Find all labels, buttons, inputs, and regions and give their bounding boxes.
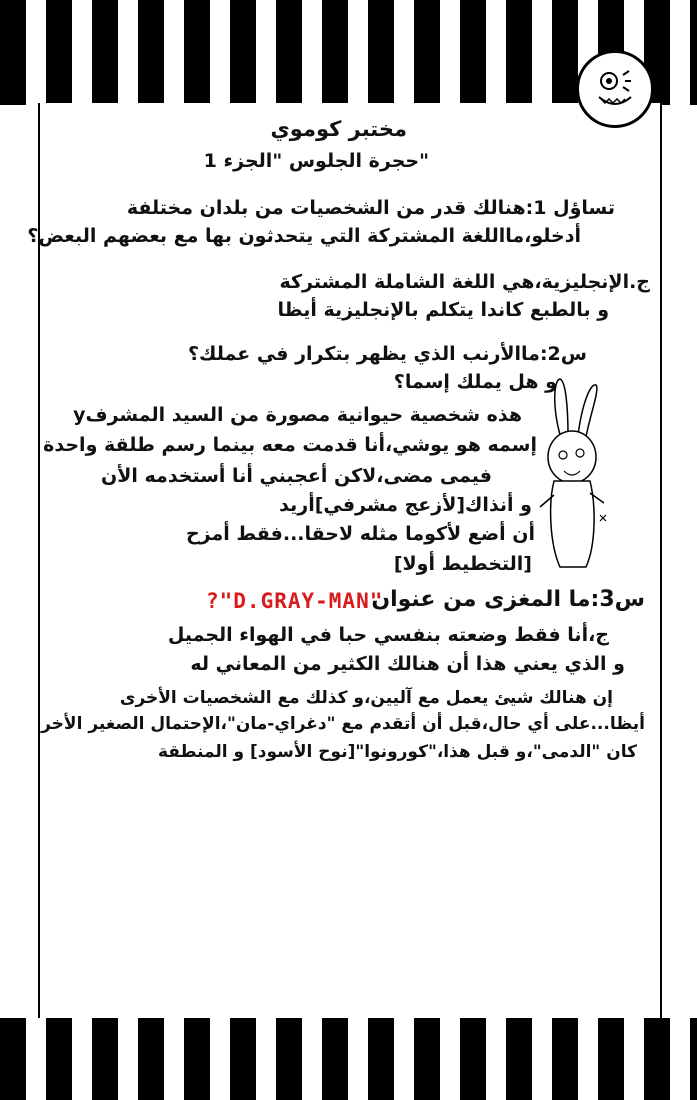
q3-question-prefix: س3:ما المغزى من عنوان [371,587,645,612]
q2-answer-4: و أنذاك[لأزعج مشرفي]أريد [279,494,532,516]
q2-answer-5: أن أضع لأكوما مثله لاحقا...فقط أمزح [185,523,535,545]
q2-line-1: س2:ماالأرنب الذي يظهر بتكرار في عملك؟ [188,343,587,365]
q2-answer-6: [التخطيط أولا] [393,553,532,575]
q2-answer-1: هذه شخصية حيوانية مصورة من السيد المشرفy [73,404,522,426]
q3-answer-1: ج،أنا فقط وضعته بنفسي حبا في الهواء الجميل [167,624,609,646]
q3-answer-3: إن هنالك شيئ يعمل مع آليين،و كذلك مع الشخصيات الأخرى [119,688,613,708]
q1-line-2: أدخلو،مااللغة المشتركة التي يتحدثون بها مع بعضهم البعض؟ [27,225,581,247]
page-title: مختبر كوموي [270,117,407,141]
q3-dgrayman-title: ?"D.GRAY-MAN" [206,589,384,613]
q2-answer-2: إسمه هو يوشي،أنا قدمت معه بينما رسم طلقة واحدة [43,434,537,456]
q1-answer-1: ج.الإنجليزية،هي اللغة الشاملة المشتركة [279,271,650,293]
rabbit-illustration-icon [530,375,620,575]
q3-answer-4: أيظا...على أي حال،قبل أن أتقدم مع "دغراي-مان"،الإحتمال الصغير الأخر [41,714,645,734]
page-subtitle: "حجرة الجلوس "الجزء 1 [203,150,429,172]
q2-line-2: و هل يملك إسما؟ [393,371,557,393]
q3-answer-2: و الذي يعني هذا أن هنالك الكثير من المعاني له [190,653,625,675]
q1-answer-2: و بالطبع كاندا يتكلم بالإنجليزية أيظا [277,299,609,321]
q1-line-1: تساؤل 1:هنالك قدر من الشخصيات من بلدان مختلفة [126,197,615,219]
character-badge-icon [576,50,654,128]
q2-answer-3: فيمى مضى،لاكن أعجبني أنا أستخدمه الأن [101,465,492,487]
q3-answer-5: كان "الدمى"،و قبل هذا،"كورونوا"[نوح الأسود] و المنطقة [157,742,637,762]
bottom-stripe-border [0,1018,697,1100]
